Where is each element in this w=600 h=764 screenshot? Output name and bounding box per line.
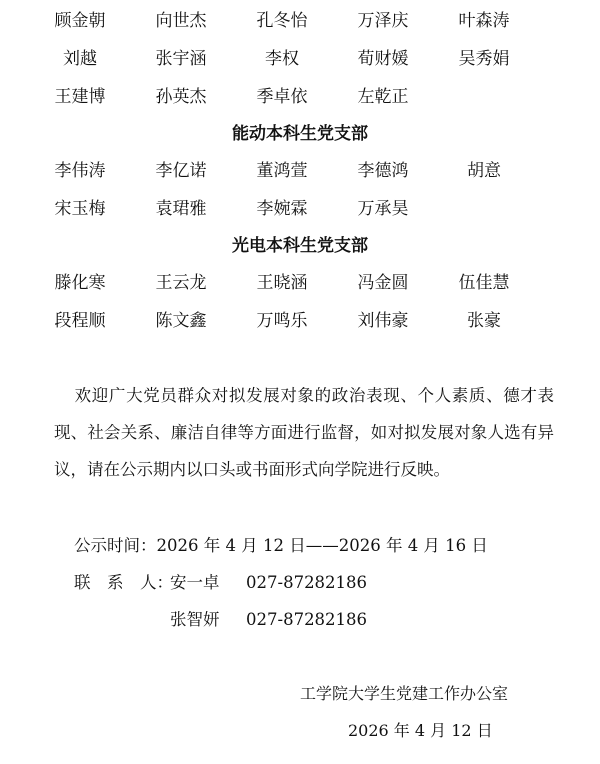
period-label: 公示时间： — [74, 536, 157, 555]
contact-phone — [246, 568, 367, 598]
branch-heading: 能动本科生党支部 — [232, 124, 368, 144]
member-name: 胡意 — [467, 161, 501, 181]
branch-heading: 光电本科生党支部 — [232, 236, 368, 256]
member-name: 李亿诺 — [155, 161, 207, 181]
member-name: 万承昊 — [357, 199, 409, 219]
contact-phone-number: 027-87282186 — [246, 573, 368, 592]
contact-name: 张智妍 — [170, 610, 220, 629]
member-name: 伍佳慧 — [458, 273, 510, 293]
member-name: 季卓依 — [256, 87, 308, 107]
member-name: 万泽庆 — [357, 11, 409, 31]
member-name: 宋玉梅 — [54, 199, 106, 219]
member-name: 荀财媛 — [357, 49, 409, 69]
name-row — [0, 156, 600, 186]
name-row — [0, 194, 600, 224]
member-name: 李婉霖 — [256, 199, 308, 219]
member-name: 吴秀娟 — [458, 49, 510, 69]
member-name: 滕化寒 — [54, 273, 106, 293]
signature-office: 工学院大学生党建工作办公室 — [300, 684, 509, 703]
member-name: 陈文鑫 — [155, 311, 207, 331]
name-row — [0, 44, 600, 74]
contact-entry — [170, 568, 220, 598]
member-name: 李伟涛 — [54, 161, 106, 181]
member-name: 孙英杰 — [155, 87, 207, 107]
member-name: 左乾正 — [357, 87, 409, 107]
member-name: 袁珺雅 — [155, 199, 207, 219]
contact-entry — [170, 605, 220, 635]
notice-text: 欢迎广大党员群众对拟发展对象的政治表现、个人素质、德才表现、社会关系、廉洁自律等方面进行监督，如对拟发展对象人选有异议，请在公示期内以口头或书面形式向学院进行反映。 — [54, 386, 554, 479]
notice-paragraph — [54, 377, 554, 488]
name-row — [0, 6, 600, 36]
name-row — [0, 306, 600, 336]
member-name: 李德鸿 — [357, 161, 409, 181]
member-name: 冯金圆 — [357, 273, 409, 293]
member-name: 孔冬怡 — [256, 11, 308, 31]
contact-phone — [246, 605, 367, 635]
member-name: 刘伟豪 — [357, 311, 409, 331]
period-value: 2026 年 4 月 12 日——2026 年 4 月 16 日 — [156, 536, 488, 555]
member-name: 叶森涛 — [458, 11, 510, 31]
member-name: 李权 — [265, 49, 299, 69]
contact-phone-number: 027-87282186 — [246, 610, 368, 629]
member-name: 张宇涵 — [155, 49, 207, 69]
member-name: 王建博 — [54, 87, 106, 107]
member-name: 刘越 — [63, 49, 97, 69]
notice-period — [74, 531, 488, 561]
name-row — [0, 82, 600, 112]
member-name: 王云龙 — [155, 273, 207, 293]
contact-name: 安一卓 — [170, 573, 220, 592]
member-name: 王晓涵 — [256, 273, 308, 293]
member-name: 张豪 — [467, 311, 501, 331]
member-name: 向世杰 — [155, 11, 207, 31]
member-name: 段程顺 — [54, 311, 106, 331]
member-name: 董鸿萱 — [256, 161, 308, 181]
member-name: 顾金朝 — [54, 11, 106, 31]
signature-date: 2026 年 4 月 12 日 — [348, 721, 493, 740]
member-name: 万鸣乐 — [256, 311, 308, 331]
contact-label: 联 系 人： — [74, 573, 173, 592]
name-row — [0, 268, 600, 298]
contact-line — [74, 568, 173, 598]
